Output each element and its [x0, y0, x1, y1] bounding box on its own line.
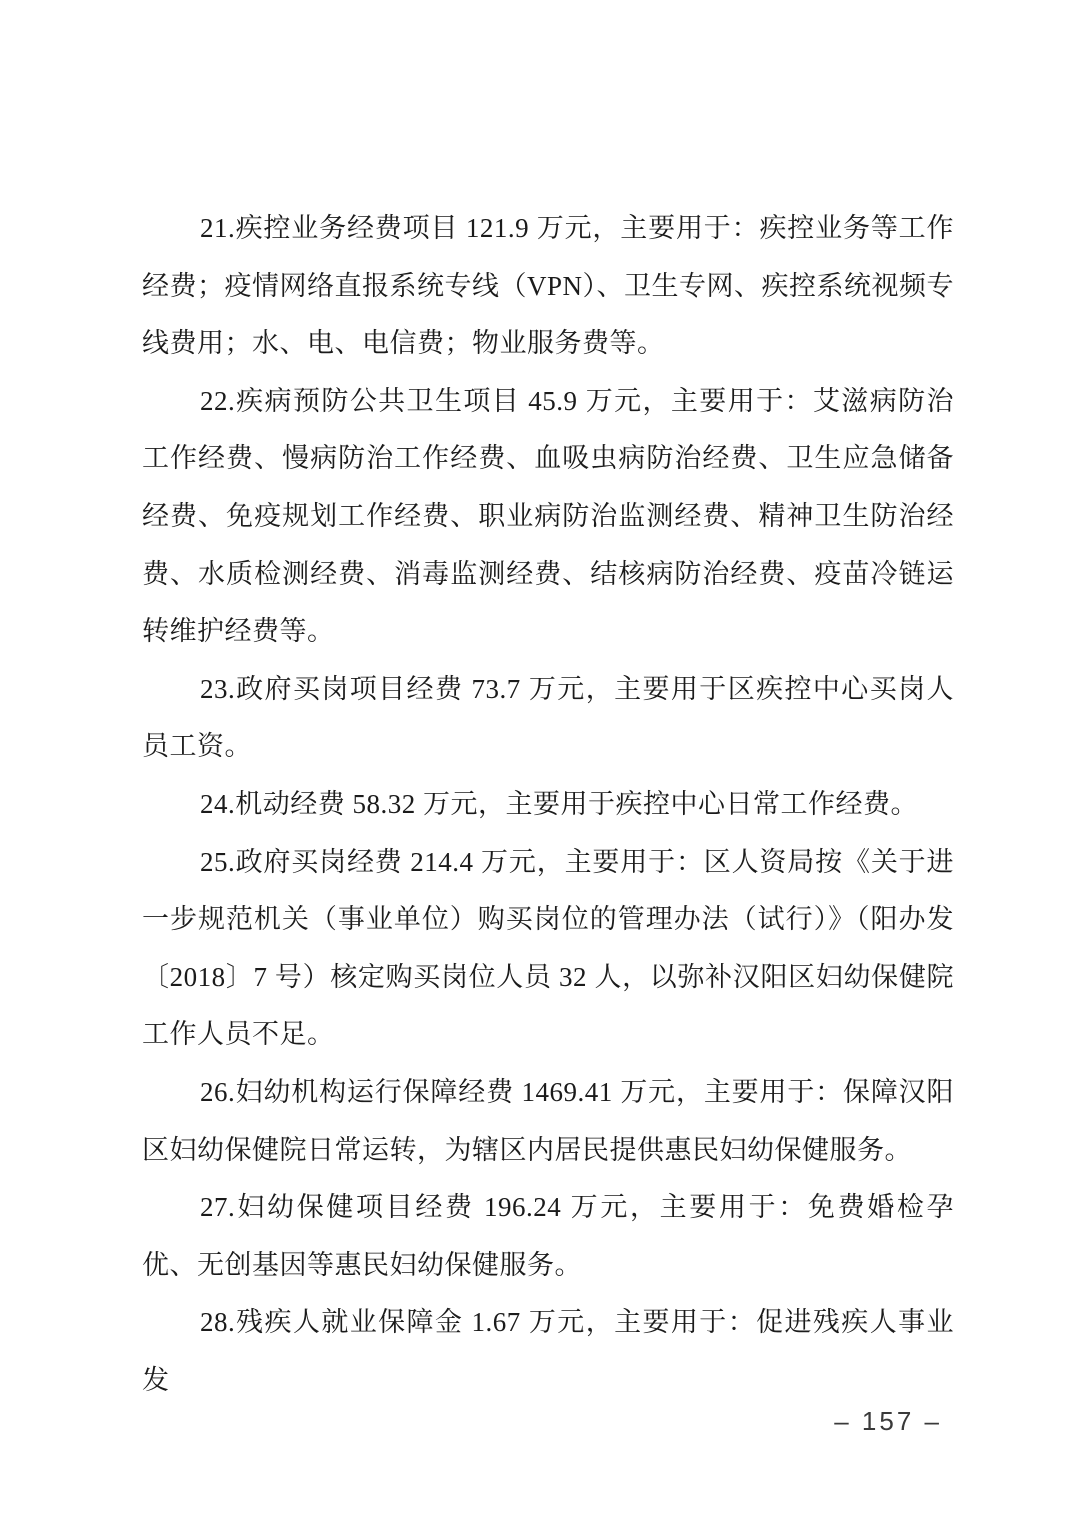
paragraph-27: 27.妇幼保健项目经费 196.24 万元，主要用于：免费婚检孕优、无创基因等惠民妇幼保健服务。	[142, 1192, 954, 1280]
paragraph-21: 21.疾控业务经费项目 121.9 万元，主要用于：疾控业务等工作经费；疫情网络直报系统专线（VPN）、卫生专网、疾控系统视频专线费用；水、电、电信费；物业服务费等。	[142, 213, 955, 359]
paragraph-25: 25.政府买岗经费 214.4 万元，主要用于：区人资局按《关于进一步规范机关（事业单位）购买岗位的管理办法（试行）》（阳办发〔2018〕7 号）核定购买岗位人员 32 人，以弥补汉阳区妇幼保健院工作人员不足。	[142, 846, 954, 1050]
paragraph-22: 22.疾病预防公共卫生项目 45.9 万元，主要用于：艾滋病防治工作经费、慢病防治工作经费、血吸虫病防治经费、卫生应急储备经费、免疫规划工作经费、职业病防治监测经费、精神卫生防治经费、水质检测经费、消毒监测经费、结核病防治经费、疫苗冷链运转维护经费等。	[142, 385, 954, 647]
paragraph-28: 28.残疾人就业保障金 1.67 万元，主要用于：促进残疾人事业发	[142, 1307, 954, 1395]
document-body	[142, 200, 954, 1409]
paragraph-23: 23.政府买岗项目经费 73.7 万元，主要用于区疾控中心买岗人员工资。	[142, 673, 954, 762]
paragraph-26: 26.妇幼机构运行保障经费 1469.41 万元，主要用于：保障汉阳区妇幼保健院日常运转，为辖区内居民提供惠民妇幼保健服务。	[142, 1076, 954, 1165]
page-number: – 157 –	[834, 1406, 942, 1436]
paragraph-24: 24.机动经费 58.32 万元，主要用于疾控中心日常工作经费。	[200, 788, 918, 819]
